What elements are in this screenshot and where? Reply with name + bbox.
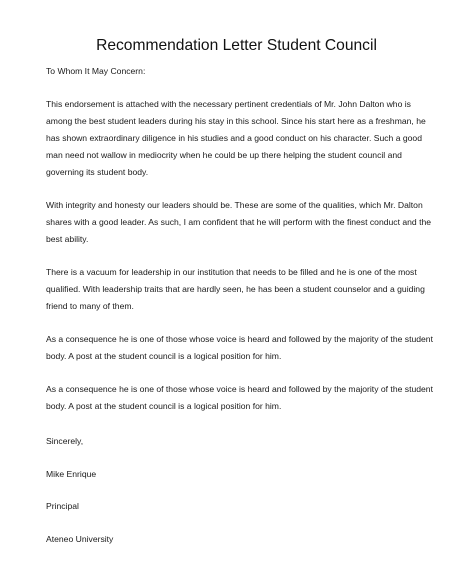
letter-title: Recommendation Letter Student Council [96, 37, 377, 54]
letter-body [46, 96, 438, 431]
signer-title: Principal [46, 501, 79, 511]
paragraph-endorsement: This endorsement is attached with the necessary pertinent credentials of Mr. John Dalton who is among the best student leaders during his stay in this school. Since his start here as a freshman, he has shown extraordinary diligence in his studies and a good conduct on his character. Such a good man need not wallow in mediocrity when he could be up there helping the student council and governing its student body. [46, 99, 426, 177]
signer-name: Mike Enrique [46, 468, 97, 479]
paragraph-leadership: There is a vacuum for leadership in our institution that needs to be filled and he is one of the most qualified. With leadership traits that are hardly seen, he has been a student counselor and a guiding friend to many of them. [46, 267, 425, 311]
paragraph-consequence-repeat: As a consequence he is one of those whose voice is heard and followed by the majority of the student body. A post at the student council is a logical position for him. [46, 384, 433, 411]
closing-line: Sincerely, [46, 436, 84, 446]
paragraph-integrity: With integrity and honesty our leaders should be. These are some of the qualities, which Mr. Dalton shares with a good leader. As such, I am confident that he will perform with the finest conduct and the best ability. [46, 200, 432, 244]
salutation: To Whom It May Concern: [46, 66, 146, 76]
signature-block [46, 436, 113, 566]
signer-organization: Ateneo University [46, 533, 114, 544]
paragraph-consequence: As a consequence he is one of those whose voice is heard and followed by the majority of the student body. A post at the student council is a logical position for him. [46, 334, 433, 361]
